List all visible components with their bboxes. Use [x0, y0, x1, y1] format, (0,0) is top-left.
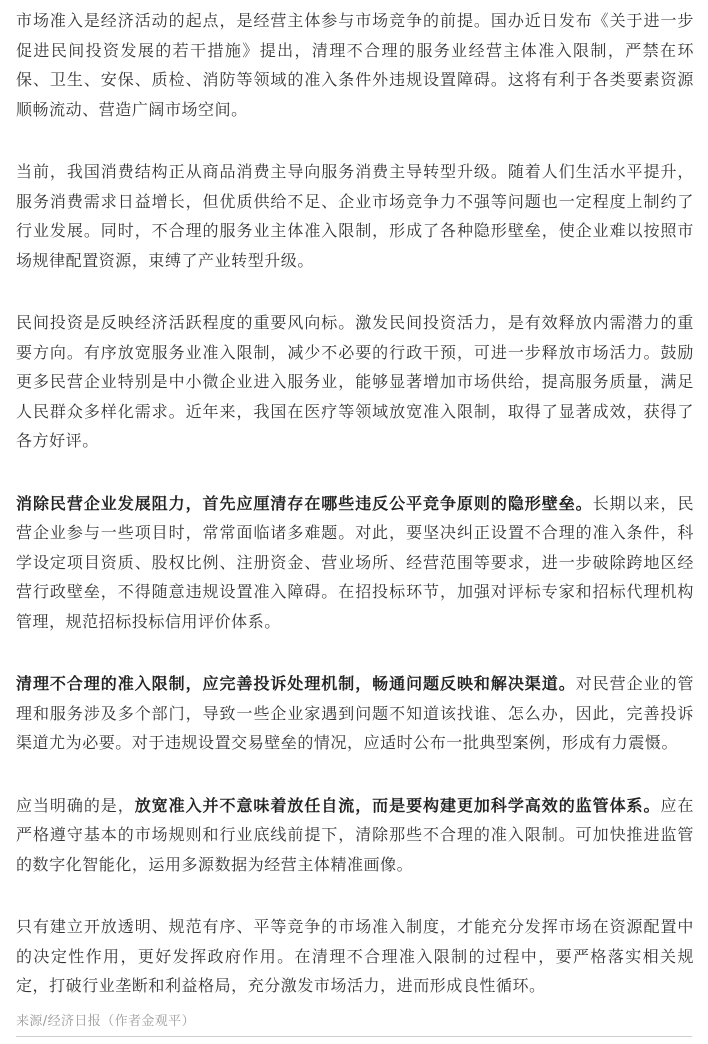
article-body [16, 6, 694, 1034]
paragraph-inline-bold: 放宽准入并不意味着放任自流，而是要构建更加科学高效的监管体系。 [134, 795, 661, 815]
paragraph-7 [16, 912, 694, 1001]
paragraph-6 [16, 791, 694, 880]
paragraph-lead-bold: 消除民营企业发展阻力，首先应厘清存在哪些违反公平竞争原则的隐形壁垒。 [16, 493, 593, 513]
paragraph-lead-bold: 清理不合理的准入限制，应完善投诉处理机制，畅通问题反映和解决渠道。 [16, 674, 576, 693]
paragraph-text: 应在严格遵守基本的市场规则和行业底线前提下，清除那些不合理的准入限制。可加快推进监管的数字化智能化，运用多源数据为经营主体精准画像。 [16, 795, 694, 874]
paragraph-text: 市场准入是经济活动的起点，是经营主体参与市场竞争的前提。国办近日发布《关于进一步促进民间投资发展的若干措施》提出，清理不合理的服务业经营主体准入限制，严禁在环保、卫生、安保、质检、消防等领域的准入条件外违规设置障碍。这将有利于各类要素资源顺畅流动、营造广阔市场空间。 [16, 11, 694, 119]
paragraph-text: 只有建立开放透明、规范有序、平等竞争的市场准入制度，才能充分发挥市场在资源配置中的决定性作用，更好发挥政府作用。在清理不合理准入限制的过程中，要严格落实相关规定，打破行业垄断和利益格局，充分激发市场活力，进而形成良性循环。 [16, 917, 694, 995]
source-credit: 来源/经济日报（作者金观平） [16, 1014, 195, 1029]
paragraph-2 [16, 157, 694, 275]
paragraph-5 [16, 669, 694, 758]
paragraph-text: 对民营企业的管理和服务涉及多个部门，导致一些企业家遇到问题不知道该找谁、怎么办，因此，完善投诉渠道尤为必要。对于违规设置交易壁垒的情况，应适时公布一批典型案例，形成有力震慑。 [16, 674, 694, 752]
paragraph-1 [16, 6, 694, 124]
paragraph-text: 长期以来，民营企业参与一些项目时，常常面临诸多难题。对此，要坚决纠正设置不合理的准入条件，科学设定项目资质、股权比例、注册资金、营业场所、经营范围等要求，进一步破除跨地区经营行政壁垒，不得随意违规设置准入障碍。在招投标环节，加强对评标专家和招标代理机构管理，规范招标投标信用评价体系。 [16, 493, 694, 631]
paragraph-text: 当前，我国消费结构正从商品消费主导向服务消费主导转型升级。随着人们生活水平提升，服务消费需求日益增长，但优质供给不足、企业市场竞争力不强等问题也一定程度上制约了行业发展。同时，不合理的服务业主体准入限制，形成了各种隐形壁垒，使企业难以按照市场规律配置资源，束缚了产业转型升级。 [16, 162, 694, 270]
paragraph-3 [16, 308, 694, 456]
paragraph-4 [16, 489, 694, 637]
paragraph-text: 民间投资是反映经济活跃程度的重要风向标。激发民间投资活力，是有效释放内需潜力的重要方向。有序放宽服务业准入限制，减少不必要的行政干预，可进一步释放市场活力。鼓励更多民营企业特别是中小微企业进入服务业，能够显著增加市场供给，提高服务质量，满足人民群众多样化需求。近年来，我国在医疗等领域放宽准入限制，取得了显著成效，获得了各方好评。 [16, 313, 694, 450]
divider [16, 1036, 692, 1037]
paragraph-text: 应当明确的是， [16, 795, 135, 815]
